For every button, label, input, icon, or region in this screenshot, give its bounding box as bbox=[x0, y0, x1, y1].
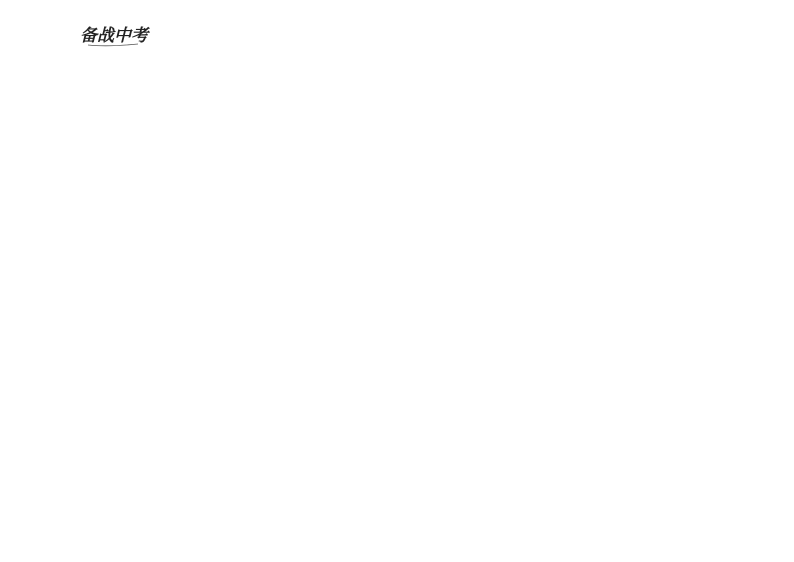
logo-graphic bbox=[78, 22, 156, 48]
svg-text:备战中考: 备战中考 bbox=[80, 26, 148, 46]
logo bbox=[78, 22, 156, 48]
